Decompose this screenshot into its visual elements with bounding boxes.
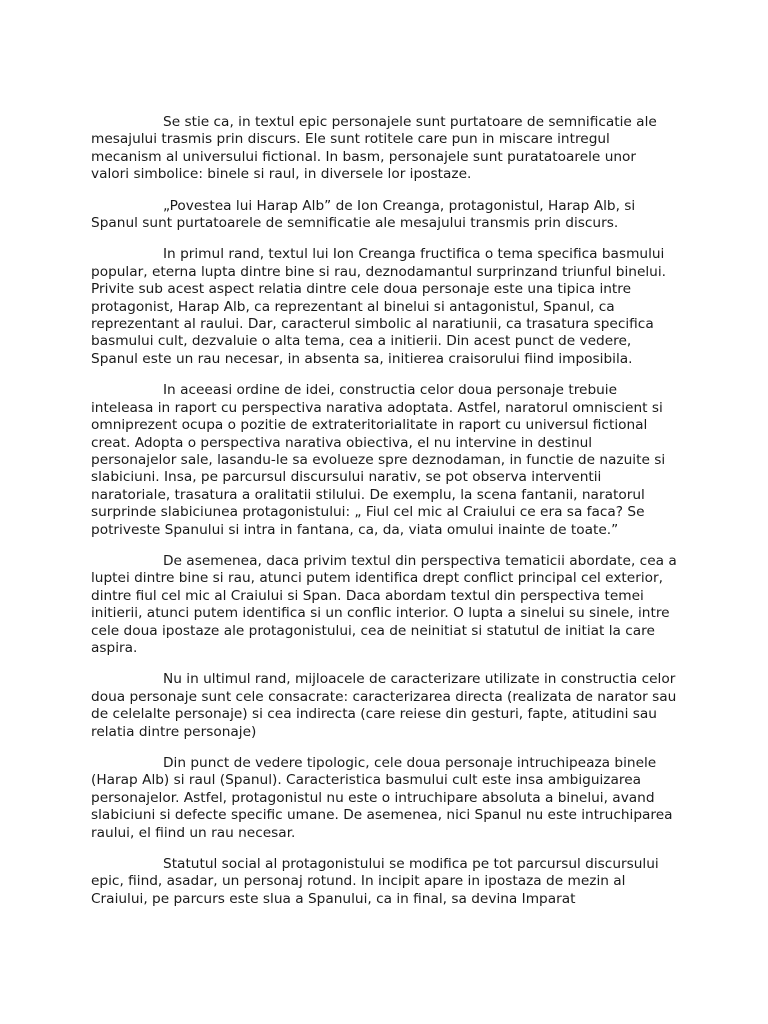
paragraph-thesis: „Povestea lui Harap Alb” de Ion Creanga, protagonistul, Harap Alb, si Spanul sunt purtatoarele de semnificatie ale mesajului transmis prin discurs. bbox=[91, 197, 636, 232]
document-body bbox=[91, 114, 677, 922]
paragraph-theme: In primul rand, textul lui Ion Creanga fructifica o tema specifica basmului popular, eterna lupta dintre bine si rau, deznodamantul surprinzand triunful binelui. Privite sub acest aspect relatia dintre cele doua personaje este una tipica intre protagonist, Harap Alb, ca reprezentant al binelui si antagonistul, Spanul, ca reprezentant al raului. Dar, caracterul simbolic al naratiunii, ca trasatura specifica basmului cult, dezvaluie o alta tema, cea a initierii. Din acest punct de vedere, Spanul este un rau necesar, in absenta sa, initierea craisorului fiind imposibila. bbox=[91, 246, 667, 367]
paragraph-characterization: Nu in ultimul rand, mijloacele de caracterizare utilizate in constructia celor doua personaje sunt cele consacrate: caracterizarea directa (realizata de narator sau de celelalte personaje) si cea indirecta (care reiese din gesturi, fapte, atitudini sau relatia dintre personaje) bbox=[91, 671, 677, 740]
paragraph-conflict: De asemenea, daca privim textul din perspectiva tematicii abordate, cea a luptei dintre bine si rau, atunci putem identifica drept conflict principal cel exterior, dintre fiul cel mic al Craiului si Span. Daca abordam textul din perspectiva temei initierii, atunci putem identifica si un conflic interior. O lupta a sinelui su sinele, intre cele doua ipostaze ale protagonistului, cea de neinitiat si statutul de initiat la care aspira. bbox=[91, 552, 677, 656]
paragraph-intro: Se stie ca, in textul epic personajele sunt purtatoare de semnificatie ale mesajului trasmis prin discurs. Ele sunt rotitele care pun in miscare intregul mecanism al universului fictional. In basm, personajele sunt puratatoarele unor valori simbolice: binele si raul, in diversele lor ipostaze. bbox=[91, 114, 657, 183]
paragraph-typology: Din punct de vedere tipologic, cele doua personaje intruchipeaza binele (Harap Alb) si raul (Spanul). Caracteristica basmului cult este insa ambiguizarea personajelor. Astfel, protagonistul nu este o intruchipare absoluta a binelui, avand slabiciuni si defecte specific umane. De asemenea, nici Spanul nu este intruchiparea raului, el fiind un rau necesar. bbox=[91, 755, 673, 841]
paragraph-social-status: Statutul social al protagonistului se modifica pe tot parcursul discursului epic, fiind, asadar, un personaj rotund. In incipit apare in ipostaza de mezin al Craiului, pe parcurs este slua a Spanului, ca in final, sa devina Imparat bbox=[91, 856, 659, 907]
paragraph-narrative-perspective: In aceeasi ordine de idei, constructia celor doua personaje trebuie inteleasa in raport cu perspectiva narativa adoptata. Astfel, naratorul omniscient si omniprezent ocupa o pozitie de extrateritorialitate in raport cu universul fictional creat. Adopta o perspectiva narativa obiectiva, el nu intervine in destinul personajelor sale, lasandu-le sa evolueze spre deznodaman, in functie de nazuite si slabiciuni. Insa, pe parcursul discursului narativ, se pot observa interventii naratoriale, trasatura a oralitatii stilului. De exemplu, la scena fantanii, naratorul surprinde slabiciunea protagonistului: „ Fiul cel mic al Craiului ce era sa faca? Se potriveste Spanului si intra in fantana, ca, da, viata omului inainte de toate.” bbox=[91, 382, 666, 538]
